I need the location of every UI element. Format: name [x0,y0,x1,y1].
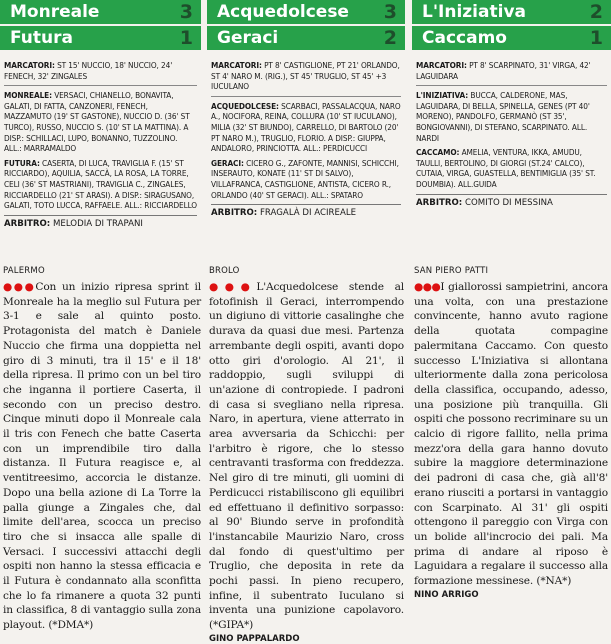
divider [4,85,197,86]
match-column-acquedolcese-geraci [207,0,405,219]
dateline: BROLO [209,266,240,276]
away-lineup: FUTURA: CASERTA, DI LUCA, TRAVIGLIA F. (15' ST RICCIARDO), AQUILIA, SACCÀ, LA ROSA, LA TORRE, CELI (36' ST MASTRIANI), TRAVIGLIA C., ZINGALES, RICCIARDELLO (21' ST ARASI). A DISP.: SIRAGUSANO, GALATI, TOTO LUCCA, RAFFAELE. ALL.: RICCIARDELLO [4,157,198,211]
home-lineup: MONREALE: VERSACI, CHIANELLO, BONAVITA, GALATI, DI FATTA, CANZONERI, FENECH, MAZZAMUTO (19' ST GASTONE), NUCCIO D. (36' ST TURCO), RUSSO, NUCCIO S. (10' ST LA MATTINA). A DISP.: SCHILLACI, LUPO, BONANNO, TUZZOLINO. ALL.: MARRAMALDO [4,90,190,154]
match-details [0,60,201,230]
referee: ARBITRO: COMITO DI MESSINA [416,194,607,209]
bullet-icon: ●●● [3,281,36,293]
away-lineup: CACCAMO: AMELIA, VENTURA, IKKA, AMUDU, TAULLI, BERTOLINO, DI GIORGI (ST.24' CALCO), CUTAIA, VIRGA, GUASTELLA, BENTIMIGLIA (35' ST. DOUMBIA). ALL.GUIDA [416,147,596,189]
bullet-icon: ●●● [414,281,441,293]
article-san-piero-patti [414,266,608,600]
bullet-icon: ●●● [209,281,257,293]
scorers: MARCATORI: ST 15' NUCCIO, 18' NUCCIO, 24' FENECH, 32' ZINGALES [4,60,173,81]
home-team-bar [207,0,405,26]
referee: ARBITRO: FRAGALÀ DI ACIREALE [211,204,401,219]
away-lineup: GERACI: CICERO G., ZAFONTE, MANNISI, SCHICCHI, INSERAUTO, KONATE (11' ST DI SALVO), VILLAFRANCA, CASTIGLIONE, ANTISTA, CICERO R., ORLANDO (40' ST GERACI). ALL.: SPATARO [211,157,399,200]
home-score: 3 [383,1,397,23]
home-lineup: ACQUEDOLCESE: SCARBACI, PASSALACQUA, NARO A., NOCIFORA, REINA, COLLURA (10' ST IUCULANO), MILIA (32' ST BIUNDO), CARRELLO, DI BARTOLO (20' PT NARO M.), TRUGLIO, FLORIO. A DISP.: GIUPPA, ANDALORO, PRINCIOTTA. ALL.: PERDICUCCI [211,100,401,154]
article-body: ●●●Con un inizio ripresa sprint il Monreale ha la meglio sul Futura per 3-1 e sale al quinto posto. Protagonista del match è Daniele Nuccio che firma una doppietta nel giro di 3 minuti, tra il 15' e il 18' della ripresa. Il primo con un bel tiro che inganna il portiere Caserta, il secondo con un preciso destro. Cinque minuti dopo il Monreale cala il tris con Fenech che batte Caserta con un imprendibile tiro dalla distanza. Il Futura reagisce e, al ventitreesimo, accorcia le distanze. Dopo una bella azione di La Torre la palla giunge a Zingales che, dal limite dell'area, scocca un preciso tiro che si insacca alle spalle di Versaci. I successivi attacchi degli ospiti non hanno la stessa efficacia e il Futura è condannato alla sconfitta che lo fa rimanere a quota 32 punti in classifica, 8 di vantaggio sulla zona playout. (*DMA*) [3,281,201,632]
scorers: MARCATORI: PT 8' CASTIGLIONE, PT 21' ORLANDO, ST 4' NARO M. (RIG.), ST 45' TRUGLIO, ST 45' +3 IUCULANO [211,60,400,92]
dateline: PALERMO [3,266,45,276]
away-team-name: Caccamo [422,28,507,48]
home-team-name: Monreale [10,2,100,22]
match-column-iniziativa-caccamo [412,0,611,209]
article-brolo [209,266,404,644]
author-signature: NINO ARRIGO [414,589,479,600]
away-score: 1 [179,27,193,49]
away-team-bar [412,26,611,52]
away-score: 1 [589,27,603,49]
home-score: 3 [179,1,193,23]
away-team-name: Futura [10,28,73,48]
match-details [412,60,611,209]
home-team-name: L'Iniziativa [422,2,526,22]
away-team-name: Geraci [217,28,279,48]
scorers: MARCATORI: PT 8' SCARPINATO, 31' VIRGA, 42' LAGUIDARA [416,60,591,81]
match-details [207,60,405,219]
dateline: SAN PIERO PATTI [414,266,489,276]
referee: ARBITRO: MELODIA DI TRAPANI [4,215,197,230]
away-score: 2 [383,27,397,49]
away-team-bar [0,26,201,52]
article-body: ●●●I giallorossi sampietrini, ancora una volta, con una prestazione convincente, hanno avuto ragione della quotata compagine palermitana Caccamo. Con questo successo L'Iniziativa si allontana ulteriormente dalla zona pericolosa della classifica, occupando, adesso, una posizione più tranquilla. Gli ospiti che possono recriminare su un calcio di rigore fallito, nella prima mezz'ora della gara hanno dovuto subire la maggiore determinazione dei padroni di casa che, già all'8' erano riusciti a portarsi in vantaggio con Scarpinato. Al 31' gli ospiti ottengono il pareggio con Virga con un bolide all'incrocio dei pali. Ma prima di andare al riposo è Laguidara a regalare il successo alla formazione messinese. (*NA*) [414,281,608,588]
home-lineup: L'INIZIATIVA: BUCCA, CALDERONE, MAS, LAGUIDARA, DI BELLA, SPINELLA, GENES (PT 40' MORENO), PANDOLFO, GERMANÒ (ST 35', BONGIOVANNI), DI STEFANO, SCARPINATO. ALL. NARDI [416,90,590,143]
home-team-bar [412,0,611,26]
home-score: 2 [589,1,603,23]
divider [211,96,401,97]
home-team-bar [0,0,201,26]
divider [416,85,607,86]
author-signature: GINO PAPPALARDO [209,633,300,644]
away-team-bar [207,26,405,52]
home-team-name: Acquedolcese [217,2,349,22]
article-body: ●●●L'Acquedolcese stende al fotofinish il Geraci, interrompendo un digiuno di vittorie casalinghe che durava da quasi due mesi. Partenza arrembante degli ospiti, avanti dopo otto giri d'orologio. Al 21', il raddoppio, sugli sviluppi di un'azione di contropiede. I padroni di casa si svegliano nella ripresa. Naro, in apertura, viene atterrato in area avversaria da Schicchi: per l'arbitro è rigore, che lo stesso centravanti trasforma con freddezza. Nel giro di tre minuti, gli uomini di Perdicucci ristabiliscono gli equilibri ed effettuano il definitivo sorpasso: al 90' Biundo serve in profondità l'instancabile Maurizio Naro, cross dal fondo di quest'ultimo per Truglio, che deposita in rete da pochi passi. In pieno recupero, infine, il subentrato Iuculano si inventa una punizione capolavoro. (*GIPA*) [209,281,404,632]
article-palermo [3,266,201,633]
match-column-monreale-futura [0,0,201,230]
